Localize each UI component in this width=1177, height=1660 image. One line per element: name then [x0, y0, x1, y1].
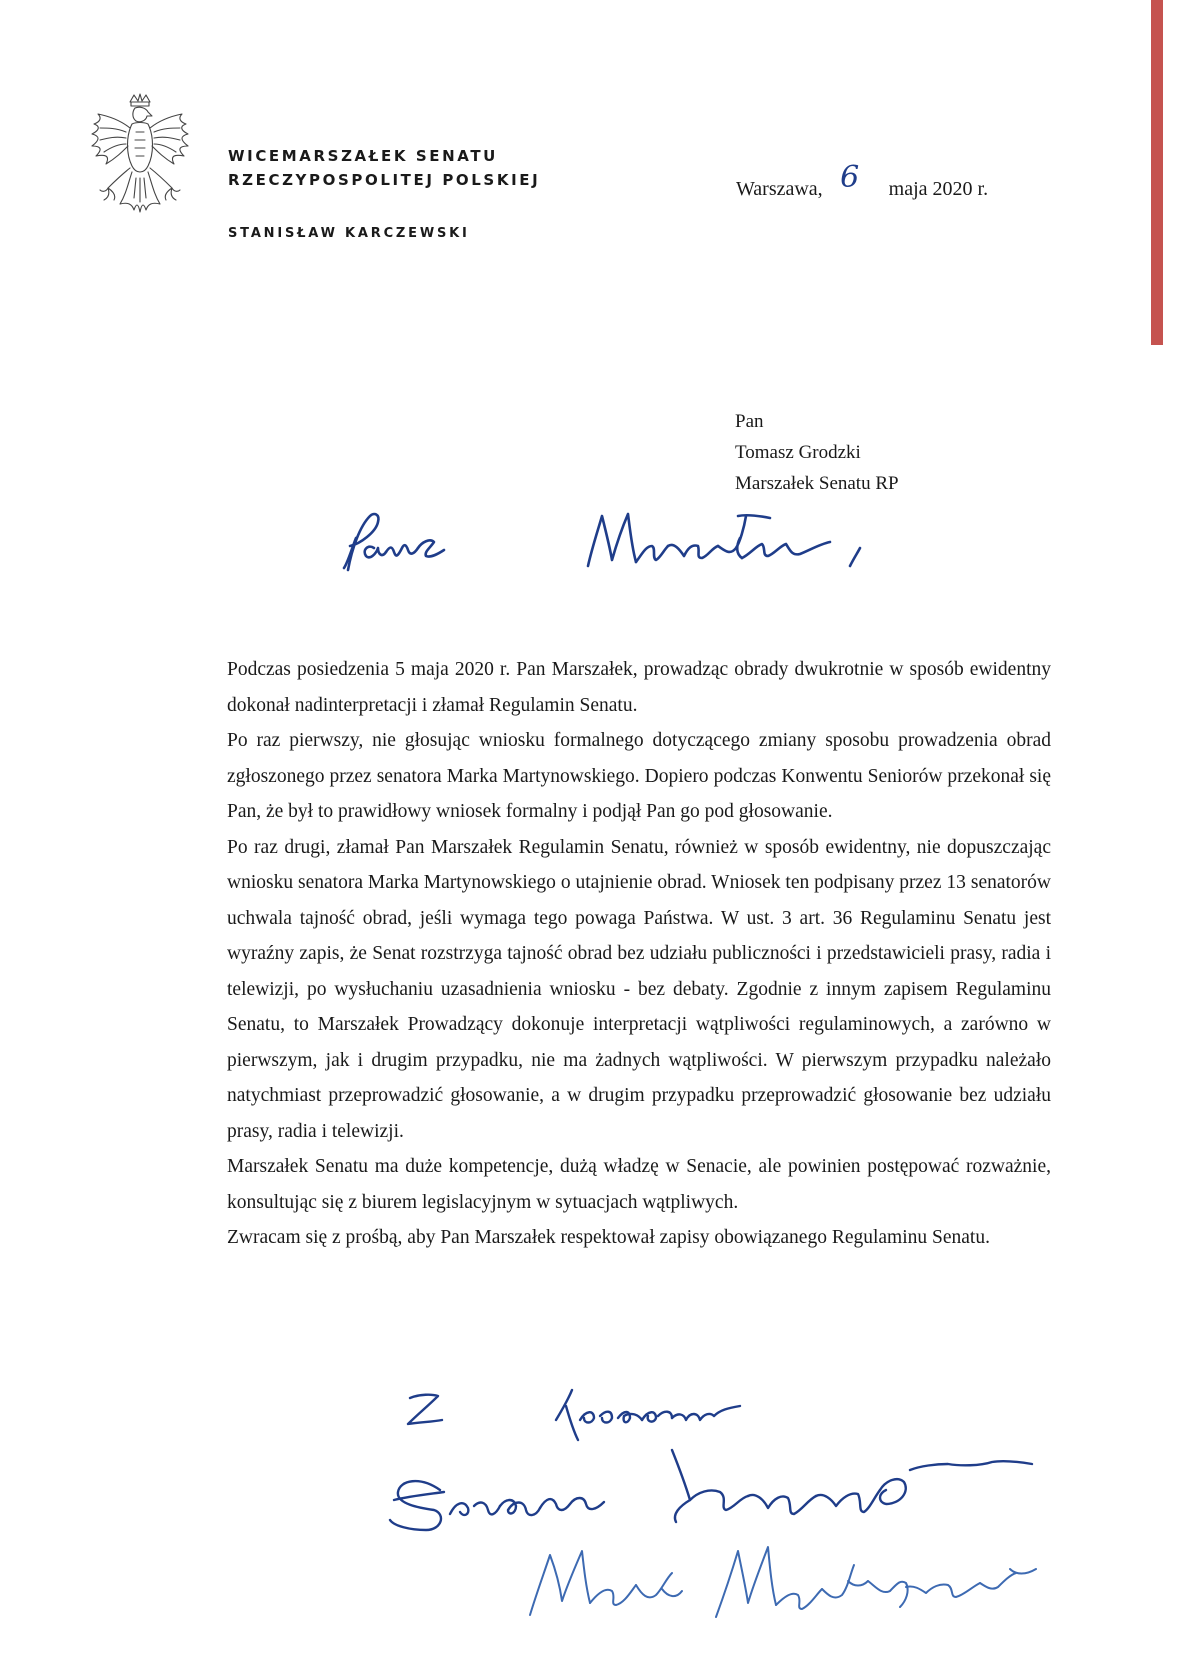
place-city: Warszawa,	[736, 178, 823, 200]
handwritten-salutation	[330, 508, 950, 603]
addressee-line1: Pan	[735, 411, 764, 432]
place-date	[736, 160, 989, 203]
body-paragraph-5: Zwracam się z prośbą, aby Pan Marszałek respektował zapisy obowiązanego Regulaminu Senatu.	[227, 1227, 990, 1248]
second-signature	[520, 1525, 1060, 1635]
body-paragraph-3: Po raz drugi, złamał Pan Marszałek Regulamin Senatu, również w sposób ewidentny, nie dopuszczając wniosku senatora Marka Martynowskiego o utajnienie obrad. Wniosek ten podpisany przez 13 senatorów uchwala tajność obrad, jeśli wymaga tego powaga Państwa. W ust. 3 art. 36 Regulaminu Senatu jest wyraźny zapis, że Senat rozstrzyga tajność obrad bez udziału publiczności i przedstawicieli prasy, radia i telewizji, po wysłuchaniu uzasadnienia wniosku - bez debaty. Zgodnie z innym zapisem Regulaminu Senatu, to Marszałek Prowadzący dokonuje interpretacji wątpliwości regulaminowych, a zarówno w pierwszym, jak i drugim przypadku, nie ma żadnych wątpliwości. W pierwszym przypadku należało natychmiast przeprowadzić głosowanie, a w drugim przypadku przeprowadzić głosowanie bez udziału prasy, radia i telewizji.	[227, 836, 1051, 1142]
polish-eagle-emblem-icon	[80, 92, 200, 232]
handwritten-day: 6	[840, 160, 860, 195]
body-paragraph-4: Marszałek Senatu ma duże kompetencje, dużą władzę w Senacie, ale powinien postępować rozważnie, konsultując się z biurem legislacyjnym w sytuacjach wątpliwych.	[227, 1156, 1051, 1213]
date-rest: maja 2020 r.	[888, 178, 989, 200]
body-paragraph-1: Podczas posiedzenia 5 maja 2020 r. Pan Marszałek, prowadząc obrady dwukrotnie w sposób ewidentny dokonał nadinterpretacji i złamał Regulamin Senatu.	[227, 659, 1051, 716]
office-title-line1: WICEMARSZAŁEK SENATU	[228, 147, 498, 165]
sender-name: STANISŁAW KARCZEWSKI	[228, 226, 470, 241]
letter-body	[227, 652, 1051, 1256]
red-edge-bar	[1151, 0, 1163, 345]
addressee-line2: Tomasz Grodzki	[735, 442, 861, 463]
office-title-line2: RZECZYPOSPOLITEJ POLSKIEJ	[228, 171, 541, 189]
addressee-block	[735, 406, 899, 499]
body-paragraph-2: Po raz pierwszy, nie głosując wniosku formalnego dotyczącego zmiany sposobu prowadzenia obrad zgłoszonego przez senatora Marka Martynowskiego. Dopiero podczas Konwentu Seniorów przekonał się Pan, że był to prawidłowy wniosek formalny i podjął Pan go pod głosowanie.	[227, 730, 1051, 822]
addressee-line3: Marszałek Senatu RP	[735, 473, 899, 494]
